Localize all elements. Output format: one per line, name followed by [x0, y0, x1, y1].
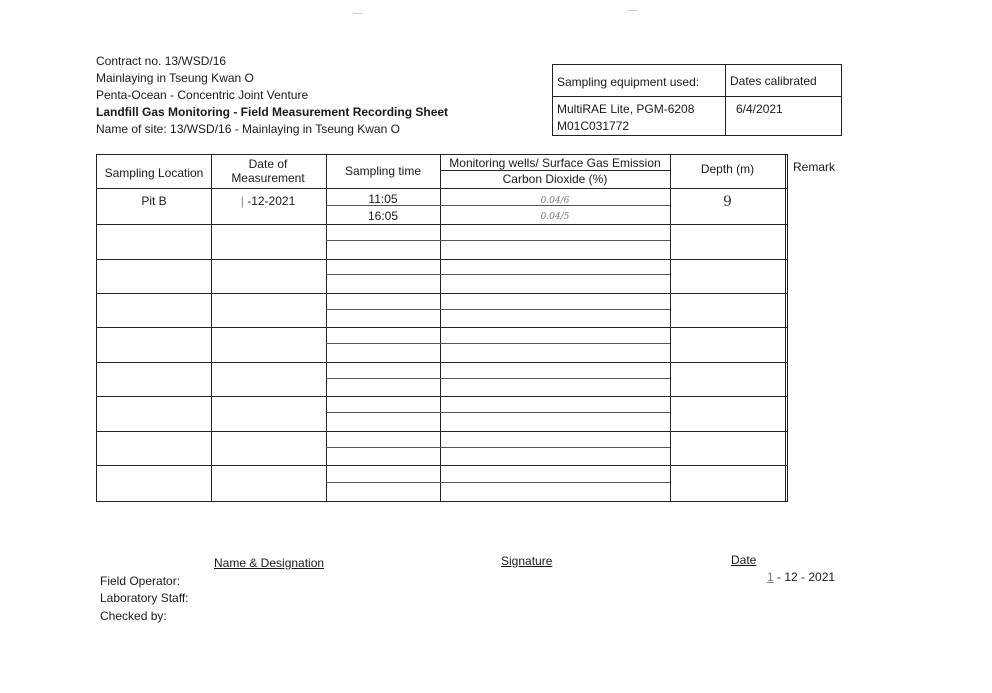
sheet-title: Landfill Gas Monitoring - Field Measurement Recording Sheet [96, 105, 449, 119]
calibrated-date: 6/4/2021 [736, 102, 783, 116]
equipment-model: MultiRAE Lite, PGM-6208 [557, 102, 695, 116]
cell-co2-1: 0.04/6 [540, 196, 570, 206]
cell-time-2: 16:05 [367, 209, 399, 223]
equipment-used-label: Sampling equipment used: [557, 75, 700, 89]
contract-number: Contract no. 13/WSD/16 [96, 54, 227, 68]
footer-date-rest: - 12 - 2021 [773, 570, 836, 584]
field-operator-date [767, 570, 835, 584]
cell-date [213, 194, 323, 208]
signature-heading: Signature [501, 554, 553, 568]
dates-calibrated-label: Dates calibrated [730, 74, 817, 88]
col-header-co2: Carbon Dioxide (%) [502, 172, 608, 186]
scan-speck [353, 13, 363, 14]
project-name: Mainlaying in Tseung Kwan O [96, 71, 254, 85]
checked-by-label: Checked by: [100, 609, 167, 623]
col-header-depth: Depth (m) [700, 162, 755, 176]
footer-date-day: 1 [767, 570, 774, 584]
cell-co2-2: 0.04/5 [540, 212, 570, 222]
date-day-handwritten: | [240, 194, 244, 208]
scan-speck [628, 10, 638, 11]
date-heading: Date [731, 553, 757, 567]
cell-location: Pit B [141, 194, 167, 208]
equipment-serial: M01C031772 [557, 119, 630, 133]
col-header-date: Date of Measurement [231, 157, 305, 185]
cell-time-1: 11:05 [368, 192, 398, 206]
col-header-remark: Remark [792, 160, 835, 174]
measurement-table [96, 154, 788, 502]
col-header-location: Sampling Location [104, 166, 204, 180]
field-operator-label: Field Operator: [100, 574, 181, 588]
col-header-wells: Monitoring wells/ Surface Gas Emission [449, 156, 661, 170]
date-rest: -12-2021 [247, 194, 296, 208]
cell-depth: 9 [723, 194, 732, 210]
site-name: Name of site: 13/WSD/16 - Mainlaying in Tseung Kwan O [96, 122, 400, 136]
name-designation-heading: Name & Designation [214, 556, 325, 570]
lab-staff-label: Laboratory Staff: [100, 591, 189, 605]
equipment-box [552, 64, 842, 136]
contractor-name: Penta-Ocean - Concentric Joint Venture [96, 88, 309, 102]
col-header-time: Sampling time [344, 164, 422, 178]
